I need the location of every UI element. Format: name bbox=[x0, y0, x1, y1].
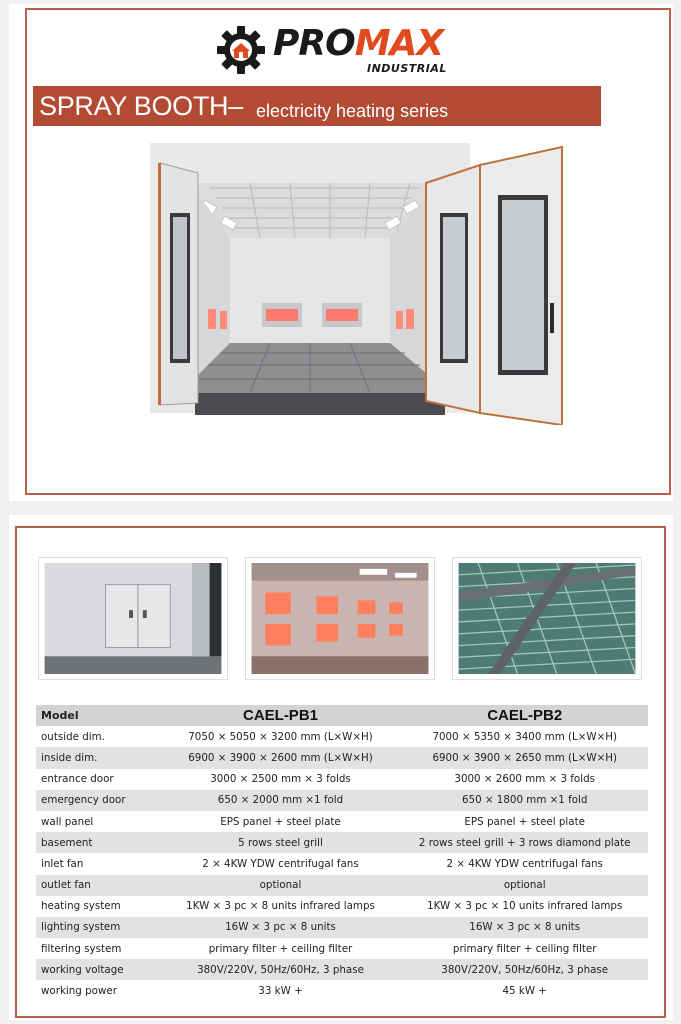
spec-value-pb2: 6900 × 3900 × 2650 mm (L×W×H) bbox=[401, 747, 648, 768]
spec-label: inside dim. bbox=[36, 747, 160, 768]
infrared-lamps-photo bbox=[251, 563, 429, 674]
spec-value-pb1: primary filter + ceiling filter bbox=[208, 942, 353, 955]
spray-booth-photo bbox=[150, 143, 570, 425]
spec-value-pb2: 2 × 4KW YDW centrifugal fans bbox=[446, 857, 603, 870]
spec-value-pb1: 380V/220V, 50Hz/60Hz, 3 phase bbox=[160, 959, 402, 980]
spec-row bbox=[36, 917, 648, 938]
spec-label: outlet fan bbox=[36, 875, 160, 896]
spec-value-pb1: 6900 × 3900 × 2600 mm (L×W×H) bbox=[160, 747, 402, 768]
spec-value-pb1: 33 kW + bbox=[258, 985, 303, 998]
banner-title: SPRAY BOOTH– bbox=[39, 91, 243, 121]
spec-value-pb2: 650 × 1800 mm ×1 fold bbox=[401, 790, 648, 811]
title-banner bbox=[33, 86, 601, 126]
thumb-steel-grill-floor bbox=[452, 557, 642, 680]
spec-row bbox=[36, 875, 648, 896]
spec-value-pb1: 650 × 2000 mm ×1 fold bbox=[160, 790, 402, 811]
spec-value-pb2: 1KW × 3 pc × 10 units infrared lamps bbox=[427, 900, 623, 913]
spec-label: wall panel bbox=[41, 815, 94, 828]
spec-label: filtering system bbox=[41, 942, 122, 955]
spec-row bbox=[36, 747, 648, 768]
spec-row bbox=[36, 980, 648, 1001]
spec-header-row bbox=[36, 705, 648, 726]
spec-header-label: Model bbox=[36, 705, 160, 726]
spec-row bbox=[36, 769, 648, 790]
spec-value-pb1: 16W × 3 pc × 8 units bbox=[160, 917, 402, 938]
spec-value-pb2: 45 kW + bbox=[502, 985, 547, 998]
spec-row bbox=[36, 811, 648, 832]
gear-house-icon bbox=[215, 24, 267, 76]
spec-row bbox=[36, 938, 648, 959]
spec-value-pb2: 2 rows steel grill + 3 rows diamond plate bbox=[401, 832, 648, 853]
model-pb1-heading: CAEL-PB1 bbox=[160, 705, 402, 726]
spec-value-pb1: 1KW × 3 pc × 8 units infrared lamps bbox=[186, 900, 375, 913]
spec-label: heating system bbox=[41, 900, 121, 913]
spec-value-pb1: EPS panel + steel plate bbox=[220, 815, 341, 828]
spec-label: entrance door bbox=[41, 773, 114, 786]
thumb-infrared-lamps bbox=[245, 557, 435, 680]
logo-subtitle: INDUSTRIAL bbox=[367, 62, 447, 75]
spec-value-pb2: 3000 × 2600 mm × 3 folds bbox=[454, 773, 595, 786]
spec-value-pb1: 5 rows steel grill bbox=[160, 832, 402, 853]
spec-value-pb1: 7050 × 5050 × 3200 mm (L×W×H) bbox=[188, 730, 373, 743]
model-pb2-heading: CAEL-PB2 bbox=[401, 705, 648, 726]
spec-value-pb2: primary filter + ceiling filter bbox=[452, 942, 597, 955]
spec-label: lighting system bbox=[36, 917, 160, 938]
spec-value-pb2: 7000 × 5350 × 3400 mm (L×W×H) bbox=[432, 730, 617, 743]
spec-row bbox=[36, 790, 648, 811]
spec-table bbox=[36, 705, 648, 1002]
spec-label: emergency door bbox=[36, 790, 160, 811]
spec-value-pb1: optional bbox=[160, 875, 402, 896]
spec-row bbox=[36, 853, 648, 874]
spec-value-pb2: 16W × 3 pc × 8 units bbox=[401, 917, 648, 938]
spec-label: outside dim. bbox=[41, 730, 105, 743]
thumb-electrical-cabinet bbox=[38, 557, 228, 680]
steel-grill-floor-photo bbox=[458, 563, 636, 674]
spec-label: inlet fan bbox=[41, 857, 84, 870]
spec-label: basement bbox=[36, 832, 160, 853]
spec-value-pb2: EPS panel + steel plate bbox=[464, 815, 585, 828]
logo-wordmark: PROMAX bbox=[273, 23, 444, 64]
spec-row bbox=[36, 726, 648, 747]
spec-value-pb2: optional bbox=[401, 875, 648, 896]
spec-label: working voltage bbox=[36, 959, 160, 980]
electrical-control-box-photo bbox=[44, 563, 222, 674]
brand-logo bbox=[215, 22, 475, 78]
spec-value-pb1: 3000 × 2500 mm × 3 folds bbox=[210, 773, 351, 786]
spec-row bbox=[36, 896, 648, 917]
spec-row bbox=[36, 832, 648, 853]
banner-subtitle: electricity heating series bbox=[256, 101, 449, 121]
spec-row bbox=[36, 959, 648, 980]
spec-label: working power bbox=[41, 985, 117, 998]
spec-value-pb2: 380V/220V, 50Hz/60Hz, 3 phase bbox=[401, 959, 648, 980]
spec-value-pb1: 2 × 4KW YDW centrifugal fans bbox=[202, 857, 359, 870]
